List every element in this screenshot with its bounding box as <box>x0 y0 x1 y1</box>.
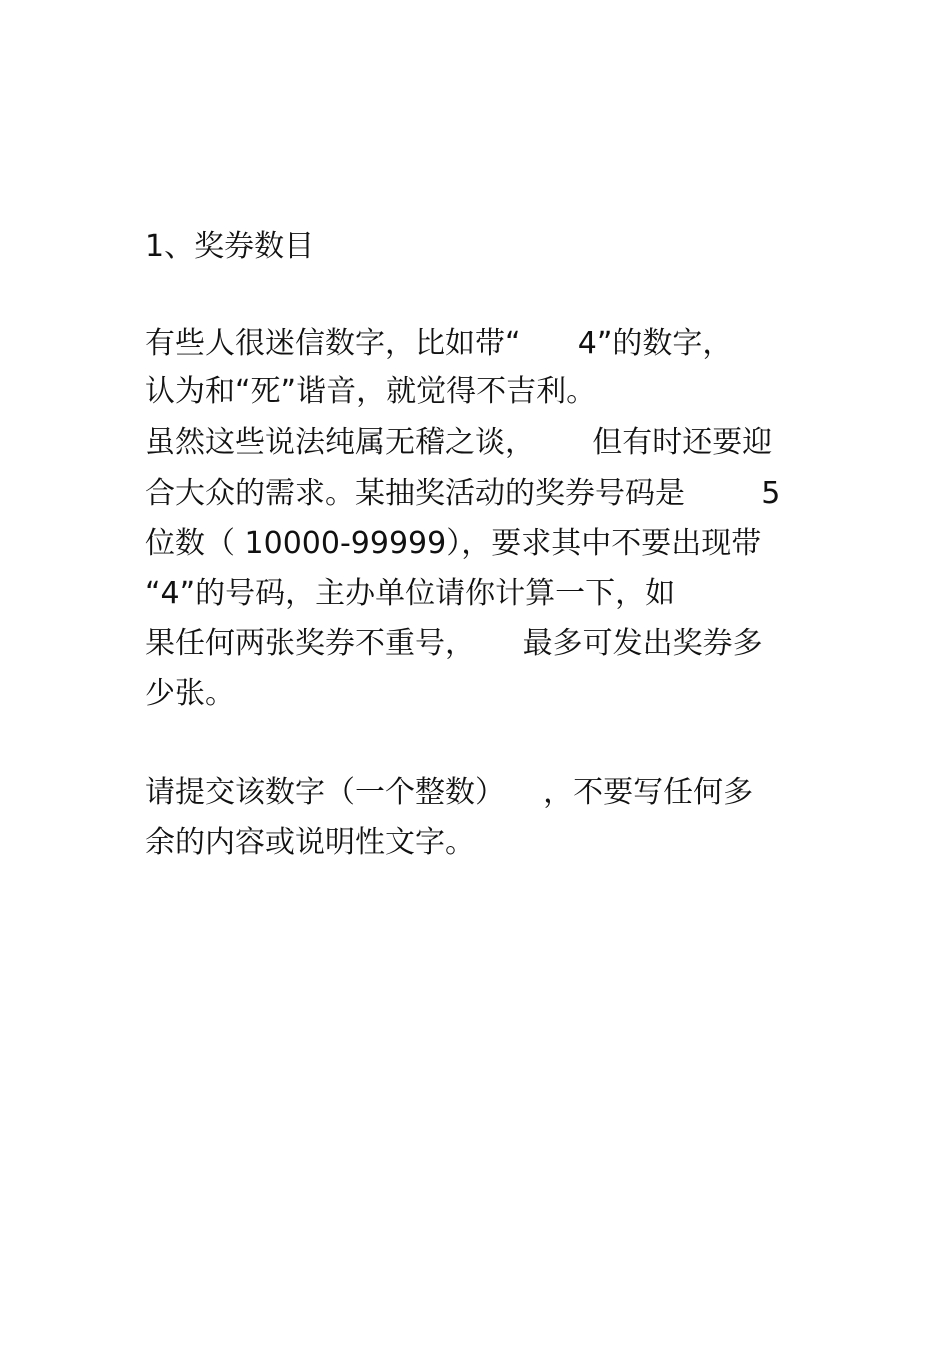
paragraph-line: “4”的号码，主办单位请你计算一下，如 <box>145 576 676 611</box>
paragraph-line: 少张。 <box>145 676 235 711</box>
problem-heading: 1、奖券数目 <box>145 229 315 264</box>
paragraph-line: 合大众的需求。某抽奖活动的奖券号码是 5 <box>145 476 781 511</box>
paragraph-line: 请提交该数字（一个整数） ，不要写任何多 <box>145 775 754 810</box>
paragraph-line: 有些人很迷信数字，比如带“ 4”的数字， <box>145 326 733 361</box>
paragraph-line: 认为和“死”谐音，就觉得不吉利。 <box>145 374 597 409</box>
paragraph-line: 果任何两张奖券不重号， 最多可发出奖券多 <box>145 626 763 661</box>
paragraph-line: 余的内容或说明性文字。 <box>145 825 475 860</box>
paragraph-line: 位数（ 10000-99999），要求其中不要出现带 <box>145 526 762 561</box>
paragraph-line: 虽然这些说法纯属无稽之谈， 但有时还要迎 <box>145 425 773 460</box>
